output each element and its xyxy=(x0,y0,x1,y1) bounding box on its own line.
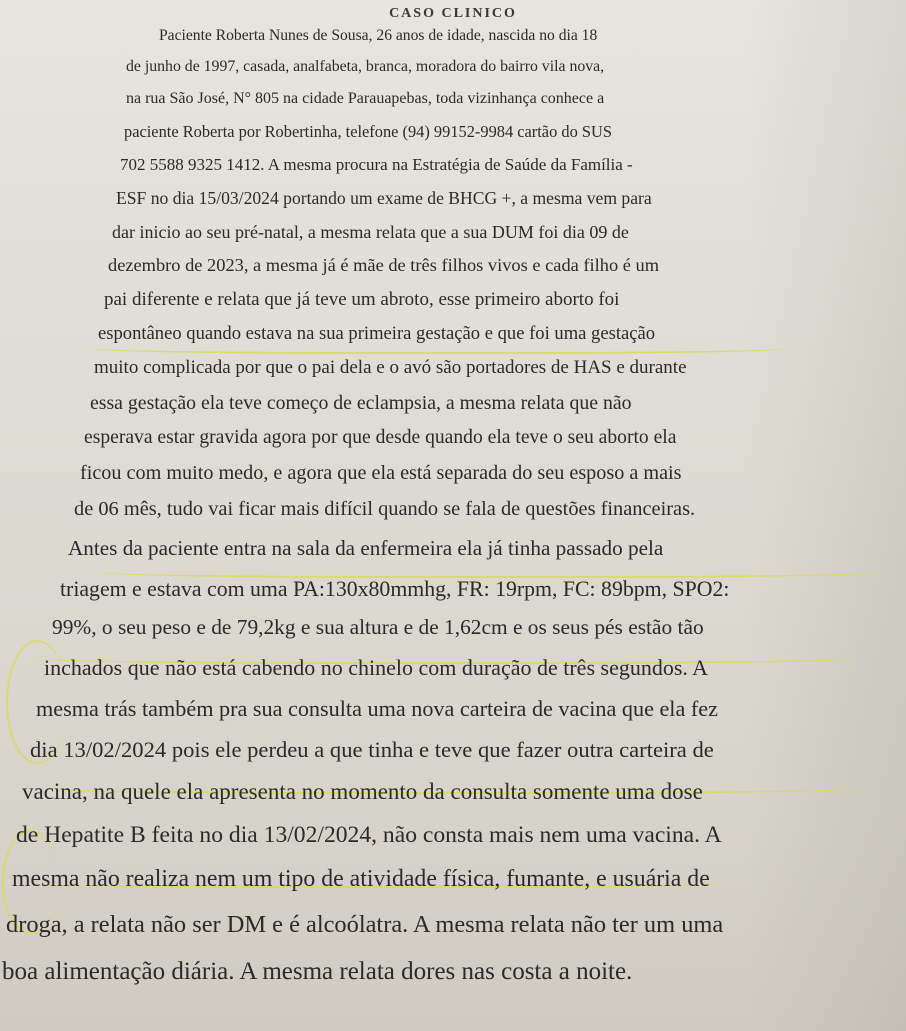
text-line: dia 13/02/2024 pois ele perdeu a que tinha e teve que fazer outra carteira de xyxy=(30,737,714,762)
page-shadow xyxy=(746,0,906,1031)
text-line: essa gestação ela teve começo de eclampsia, a mesma relata que não xyxy=(90,392,632,414)
text-line: ESF no dia 15/03/2024 portando um exame de BHCG +, a mesma vem para xyxy=(116,188,652,208)
text-line: na rua São José, N° 805 na cidade Parauapebas, toda vizinhança conhece a xyxy=(126,90,605,107)
text-line: paciente Roberta por Robertinha, telefone (94) 99152-9984 cartão do SUS xyxy=(124,122,612,141)
text-line: mesma não realiza nem um tipo de atividade física, fumante, e usuária de xyxy=(12,866,710,892)
text-line: muito complicada por que o pai dela e o avó são portadores de HAS e durante xyxy=(94,357,687,378)
text-line: vacina, na quele ela apresenta no momento da consulta somente uma dose xyxy=(22,779,703,804)
text-line: dar inicio ao seu pré-natal, a mesma relata que a sua DUM foi dia 09 de xyxy=(112,222,629,242)
text-line: dezembro de 2023, a mesma já é mãe de três filhos vivos e cada filho é um xyxy=(108,255,660,275)
text-line: espontâneo quando estava na sua primeira gestação e que foi uma gestação xyxy=(98,323,656,344)
document-title: CASO CLINICO xyxy=(389,6,517,21)
text-line: de Hepatite B feita no dia 13/02/2024, não consta mais nem uma vacina. A xyxy=(16,822,722,848)
text-line: mesma trás também pra sua consulta uma nova carteira de vacina que ela fez xyxy=(36,696,718,721)
highlight-mark xyxy=(100,564,880,578)
text-line: esperava estar gravida agora por que desde quando ela teve o seu aborto ela xyxy=(84,427,677,448)
text-line: ficou com muito medo, e agora que ela está separada do seu esposo a mais xyxy=(80,462,682,484)
text-line: triagem e estava com uma PA:130x80mmhg, FR: 19rpm, FC: 89bpm, SPO2: xyxy=(60,577,730,601)
text-line: Antes da paciente entra na sala da enfermeira ela já tinha passado pela xyxy=(68,536,664,560)
text-line: pai diferente e relata que já teve um abroto, esse primeiro aborto foi xyxy=(104,289,620,310)
text-line: boa alimentação diária. A mesma relata dores nas costa a noite. xyxy=(2,958,633,985)
text-line: droga, a relata não ser DM e é alcoólatra. A mesma relata não ter um uma xyxy=(6,911,724,938)
text-line: Paciente Roberta Nunes de Sousa, 26 anos de idade, nascida no dia 18 xyxy=(159,27,598,44)
text-line: inchados que não está cabendo no chinelo com duração de três segundos. A xyxy=(44,655,709,680)
text-line: 99%, o seu peso e de 79,2kg e sua altura e de 1,62cm e os seus pés estão tão xyxy=(52,615,704,639)
text-line: de junho de 1997, casada, analfabeta, branca, moradora do bairro vila nova, xyxy=(126,58,605,75)
text-line: 702 5588 9325 1412. A mesma procura na Estratégia de Saúde da Família - xyxy=(120,155,633,174)
text-line: de 06 mês, tudo vai ficar mais difícil quando se fala de questões financeiras. xyxy=(74,498,696,520)
